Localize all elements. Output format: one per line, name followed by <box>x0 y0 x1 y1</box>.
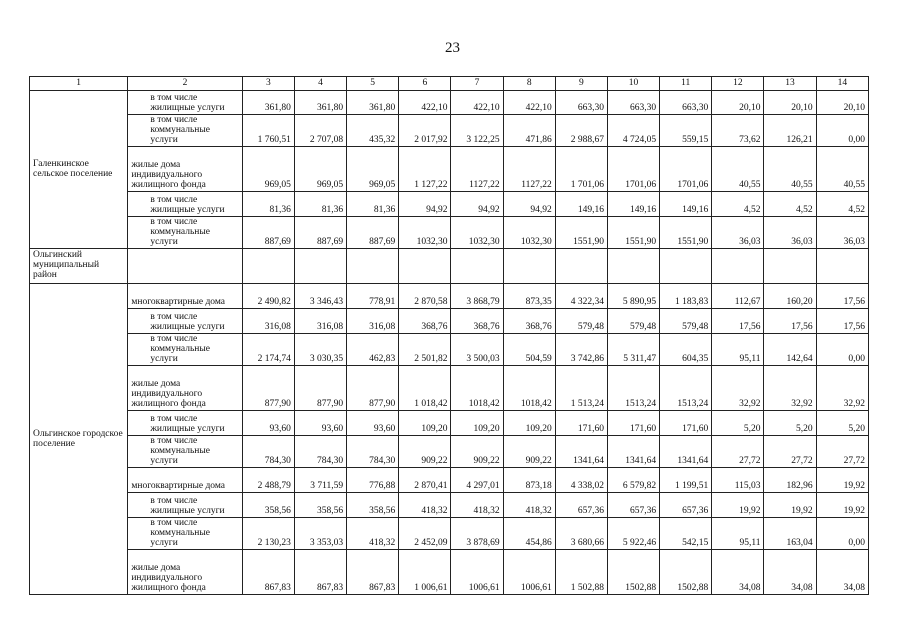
value-cell: 1341,64 <box>660 436 712 468</box>
value-cell: 361,80 <box>242 91 294 115</box>
value-cell: 3 030,35 <box>294 334 346 366</box>
value-cell <box>503 249 555 284</box>
value-cell: 40,55 <box>816 147 868 192</box>
value-cell: 1 760,51 <box>242 115 294 147</box>
value-cell: 3 122,25 <box>451 115 503 147</box>
value-cell: 358,56 <box>294 493 346 518</box>
value-cell: 316,08 <box>294 309 346 334</box>
value-cell: 109,20 <box>503 411 555 436</box>
table-row <box>30 91 869 115</box>
value-cell: 0,00 <box>816 334 868 366</box>
value-cell: 887,69 <box>347 217 399 249</box>
value-cell: 4 724,05 <box>607 115 659 147</box>
value-cell: 579,48 <box>555 309 607 334</box>
value-cell: 873,18 <box>503 468 555 493</box>
value-cell: 27,72 <box>816 436 868 468</box>
value-cell: 182,96 <box>764 468 816 493</box>
value-cell: 4,52 <box>764 192 816 217</box>
value-cell <box>764 249 816 284</box>
housing-type-cell: в том числе жилищные услуги <box>128 411 242 436</box>
value-cell: 3 500,03 <box>451 334 503 366</box>
value-cell: 877,90 <box>347 366 399 411</box>
value-cell: 418,32 <box>347 518 399 550</box>
value-cell: 969,05 <box>347 147 399 192</box>
value-cell: 422,10 <box>451 91 503 115</box>
value-cell: 149,16 <box>555 192 607 217</box>
tariff-table <box>29 76 869 595</box>
value-cell: 368,76 <box>451 309 503 334</box>
housing-type-cell: в том числе коммунальные услуги <box>128 436 242 468</box>
housing-type-cell: многоквартирные дома <box>128 468 242 493</box>
value-cell: 1502,88 <box>607 550 659 595</box>
value-cell: 1 127,22 <box>399 147 451 192</box>
value-cell: 418,32 <box>451 493 503 518</box>
table-row <box>30 309 869 334</box>
value-cell: 81,36 <box>294 192 346 217</box>
value-cell: 604,35 <box>660 334 712 366</box>
value-cell: 504,59 <box>503 334 555 366</box>
value-cell <box>451 249 503 284</box>
value-cell: 2 488,79 <box>242 468 294 493</box>
value-cell: 1701,06 <box>660 147 712 192</box>
value-cell: 20,10 <box>816 91 868 115</box>
value-cell: 40,55 <box>712 147 764 192</box>
value-cell: 969,05 <box>242 147 294 192</box>
column-header: 6 <box>399 77 451 91</box>
value-cell: 5 311,47 <box>607 334 659 366</box>
value-cell: 142,64 <box>764 334 816 366</box>
value-cell: 368,76 <box>503 309 555 334</box>
value-cell: 3 346,43 <box>294 284 346 309</box>
value-cell: 1 502,88 <box>555 550 607 595</box>
value-cell: 867,83 <box>242 550 294 595</box>
value-cell: 1341,64 <box>555 436 607 468</box>
value-cell: 0,00 <box>816 115 868 147</box>
table-header-row <box>30 77 869 91</box>
value-cell: 422,10 <box>503 91 555 115</box>
value-cell: 1513,24 <box>607 366 659 411</box>
value-cell: 1551,90 <box>607 217 659 249</box>
value-cell: 81,36 <box>242 192 294 217</box>
value-cell <box>294 249 346 284</box>
value-cell: 462,83 <box>347 334 399 366</box>
value-cell: 2 452,09 <box>399 518 451 550</box>
table-row <box>30 468 869 493</box>
value-cell: 1032,30 <box>451 217 503 249</box>
value-cell: 1513,24 <box>660 366 712 411</box>
value-cell: 2 870,41 <box>399 468 451 493</box>
value-cell: 171,60 <box>555 411 607 436</box>
table-row <box>30 366 869 411</box>
value-cell: 784,30 <box>242 436 294 468</box>
value-cell: 34,08 <box>712 550 764 595</box>
table-row <box>30 192 869 217</box>
value-cell: 34,08 <box>764 550 816 595</box>
column-header: 4 <box>294 77 346 91</box>
value-cell: 1018,42 <box>503 366 555 411</box>
value-cell: 873,35 <box>503 284 555 309</box>
value-cell: 418,32 <box>503 493 555 518</box>
value-cell: 2 130,23 <box>242 518 294 550</box>
value-cell: 784,30 <box>347 436 399 468</box>
value-cell <box>607 249 659 284</box>
value-cell: 454,86 <box>503 518 555 550</box>
value-cell: 32,92 <box>712 366 764 411</box>
value-cell: 93,60 <box>242 411 294 436</box>
table-row <box>30 334 869 366</box>
value-cell: 776,88 <box>347 468 399 493</box>
table-row <box>30 284 869 309</box>
value-cell: 3 878,69 <box>451 518 503 550</box>
value-cell: 435,32 <box>347 115 399 147</box>
value-cell <box>399 249 451 284</box>
value-cell: 149,16 <box>607 192 659 217</box>
column-header: 9 <box>555 77 607 91</box>
value-cell: 1 199,51 <box>660 468 712 493</box>
housing-type-cell: в том числе жилищные услуги <box>128 192 242 217</box>
value-cell: 112,67 <box>712 284 764 309</box>
value-cell: 361,80 <box>347 91 399 115</box>
value-cell <box>242 249 294 284</box>
value-cell: 1551,90 <box>660 217 712 249</box>
value-cell <box>347 249 399 284</box>
value-cell: 909,22 <box>399 436 451 468</box>
value-cell: 909,22 <box>451 436 503 468</box>
page-number: 23 <box>445 40 460 56</box>
table-row <box>30 550 869 595</box>
value-cell: 17,56 <box>816 284 868 309</box>
value-cell: 19,92 <box>816 493 868 518</box>
column-header: 11 <box>660 77 712 91</box>
value-cell: 471,86 <box>503 115 555 147</box>
value-cell: 422,10 <box>399 91 451 115</box>
table-row <box>30 217 869 249</box>
value-cell <box>660 249 712 284</box>
value-cell: 1127,22 <box>451 147 503 192</box>
value-cell: 32,92 <box>764 366 816 411</box>
value-cell: 2 174,74 <box>242 334 294 366</box>
column-header: 12 <box>712 77 764 91</box>
value-cell: 17,56 <box>764 309 816 334</box>
value-cell: 73,62 <box>712 115 764 147</box>
value-cell: 81,36 <box>347 192 399 217</box>
value-cell: 2 017,92 <box>399 115 451 147</box>
value-cell: 1 701,06 <box>555 147 607 192</box>
value-cell: 19,92 <box>816 468 868 493</box>
value-cell: 663,30 <box>607 91 659 115</box>
value-cell: 877,90 <box>242 366 294 411</box>
value-cell: 1 018,42 <box>399 366 451 411</box>
value-cell: 2 707,08 <box>294 115 346 147</box>
value-cell: 27,72 <box>764 436 816 468</box>
value-cell: 887,69 <box>294 217 346 249</box>
value-cell: 657,36 <box>555 493 607 518</box>
value-cell: 36,03 <box>816 217 868 249</box>
value-cell: 316,08 <box>242 309 294 334</box>
value-cell: 559,15 <box>660 115 712 147</box>
column-header: 3 <box>242 77 294 91</box>
housing-type-cell: многоквартирные дома <box>128 284 242 309</box>
value-cell: 17,56 <box>816 309 868 334</box>
value-cell: 867,83 <box>347 550 399 595</box>
value-cell: 418,32 <box>399 493 451 518</box>
value-cell: 20,10 <box>712 91 764 115</box>
value-cell: 4 297,01 <box>451 468 503 493</box>
housing-type-cell: в том числе жилищные услуги <box>128 309 242 334</box>
column-header: 14 <box>816 77 868 91</box>
municipality-cell: Ольгинский муниципальный район <box>30 249 128 284</box>
value-cell: 1341,64 <box>607 436 659 468</box>
value-cell <box>712 249 764 284</box>
value-cell: 1032,30 <box>399 217 451 249</box>
value-cell: 778,91 <box>347 284 399 309</box>
value-cell: 34,08 <box>816 550 868 595</box>
value-cell: 5 890,95 <box>607 284 659 309</box>
value-cell: 358,56 <box>242 493 294 518</box>
value-cell: 5,20 <box>764 411 816 436</box>
value-cell: 94,92 <box>503 192 555 217</box>
value-cell: 542,15 <box>660 518 712 550</box>
column-header: 1 <box>30 77 128 91</box>
value-cell: 1502,88 <box>660 550 712 595</box>
value-cell: 163,04 <box>764 518 816 550</box>
value-cell: 94,92 <box>399 192 451 217</box>
value-cell: 115,03 <box>712 468 764 493</box>
housing-type-cell: в том числе коммунальные услуги <box>128 115 242 147</box>
housing-type-cell: жилые дома индивидуального жилищного фонда <box>128 366 242 411</box>
value-cell: 1551,90 <box>555 217 607 249</box>
table-row <box>30 115 869 147</box>
value-cell: 579,48 <box>660 309 712 334</box>
value-cell: 6 579,82 <box>607 468 659 493</box>
value-cell: 657,36 <box>660 493 712 518</box>
table-row <box>30 436 869 468</box>
housing-type-cell: в том числе коммунальные услуги <box>128 518 242 550</box>
value-cell: 149,16 <box>660 192 712 217</box>
column-header: 7 <box>451 77 503 91</box>
value-cell: 3 711,59 <box>294 468 346 493</box>
value-cell: 0,00 <box>816 518 868 550</box>
value-cell <box>555 249 607 284</box>
housing-type-cell: в том числе жилищные услуги <box>128 91 242 115</box>
housing-type-cell: в том числе жилищные услуги <box>128 493 242 518</box>
value-cell: 657,36 <box>607 493 659 518</box>
value-cell: 909,22 <box>503 436 555 468</box>
settlement-cell: Ольгинское городское поселение <box>30 284 128 595</box>
value-cell: 2 870,58 <box>399 284 451 309</box>
column-header: 5 <box>347 77 399 91</box>
value-cell: 4 338,02 <box>555 468 607 493</box>
value-cell: 358,56 <box>347 493 399 518</box>
value-cell: 3 680,66 <box>555 518 607 550</box>
value-cell: 36,03 <box>712 217 764 249</box>
value-cell: 663,30 <box>660 91 712 115</box>
value-cell: 887,69 <box>242 217 294 249</box>
value-cell: 109,20 <box>451 411 503 436</box>
table-row <box>30 493 869 518</box>
value-cell: 3 868,79 <box>451 284 503 309</box>
value-cell: 95,11 <box>712 518 764 550</box>
table-row <box>30 147 869 192</box>
value-cell: 171,60 <box>660 411 712 436</box>
value-cell: 2 501,82 <box>399 334 451 366</box>
value-cell: 160,20 <box>764 284 816 309</box>
value-cell: 5,20 <box>712 411 764 436</box>
value-cell: 877,90 <box>294 366 346 411</box>
housing-type-cell: жилые дома индивидуального жилищного фонда <box>128 550 242 595</box>
value-cell: 126,21 <box>764 115 816 147</box>
column-header: 13 <box>764 77 816 91</box>
value-cell: 1 006,61 <box>399 550 451 595</box>
value-cell: 171,60 <box>607 411 659 436</box>
table-row <box>30 411 869 436</box>
value-cell: 4 322,34 <box>555 284 607 309</box>
value-cell: 95,11 <box>712 334 764 366</box>
value-cell: 5 922,46 <box>607 518 659 550</box>
column-header: 10 <box>607 77 659 91</box>
value-cell: 1 513,24 <box>555 366 607 411</box>
value-cell: 27,72 <box>712 436 764 468</box>
value-cell: 5,20 <box>816 411 868 436</box>
value-cell <box>816 249 868 284</box>
value-cell: 1006,61 <box>451 550 503 595</box>
value-cell: 969,05 <box>294 147 346 192</box>
housing-type-cell <box>128 249 242 284</box>
value-cell: 3 353,03 <box>294 518 346 550</box>
value-cell: 579,48 <box>607 309 659 334</box>
value-cell: 36,03 <box>764 217 816 249</box>
housing-type-cell: в том числе коммунальные услуги <box>128 334 242 366</box>
value-cell: 867,83 <box>294 550 346 595</box>
column-header: 2 <box>128 77 242 91</box>
table-row <box>30 249 869 284</box>
value-cell: 1 183,83 <box>660 284 712 309</box>
value-cell: 2 490,82 <box>242 284 294 309</box>
settlement-cell: Галенкинское сельское поселение <box>30 91 128 249</box>
column-header: 8 <box>503 77 555 91</box>
value-cell: 316,08 <box>347 309 399 334</box>
value-cell: 93,60 <box>347 411 399 436</box>
value-cell: 1701,06 <box>607 147 659 192</box>
value-cell: 1127,22 <box>503 147 555 192</box>
housing-type-cell: в том числе коммунальные услуги <box>128 217 242 249</box>
value-cell: 3 742,86 <box>555 334 607 366</box>
value-cell: 93,60 <box>294 411 346 436</box>
value-cell: 109,20 <box>399 411 451 436</box>
value-cell: 2 988,67 <box>555 115 607 147</box>
table-row <box>30 518 869 550</box>
value-cell: 784,30 <box>294 436 346 468</box>
value-cell: 4,52 <box>816 192 868 217</box>
value-cell: 368,76 <box>399 309 451 334</box>
housing-type-cell: жилые дома индивидуального жилищного фонда <box>128 147 242 192</box>
value-cell: 94,92 <box>451 192 503 217</box>
value-cell: 19,92 <box>712 493 764 518</box>
value-cell: 32,92 <box>816 366 868 411</box>
value-cell: 361,80 <box>294 91 346 115</box>
value-cell: 20,10 <box>764 91 816 115</box>
value-cell: 40,55 <box>764 147 816 192</box>
value-cell: 1018,42 <box>451 366 503 411</box>
value-cell: 663,30 <box>555 91 607 115</box>
value-cell: 1006,61 <box>503 550 555 595</box>
value-cell: 17,56 <box>712 309 764 334</box>
value-cell: 19,92 <box>764 493 816 518</box>
value-cell: 4,52 <box>712 192 764 217</box>
value-cell: 1032,30 <box>503 217 555 249</box>
